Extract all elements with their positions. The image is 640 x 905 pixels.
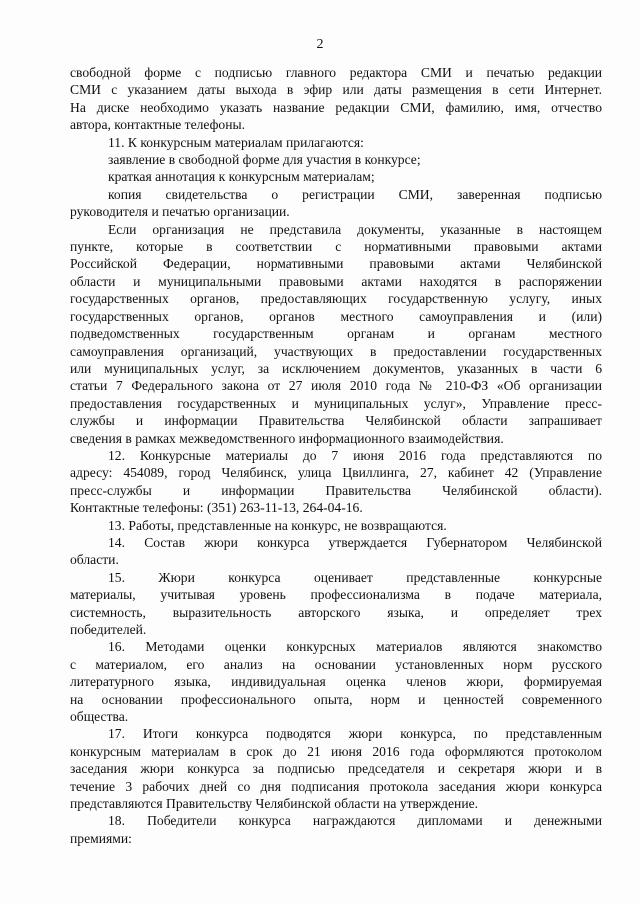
text-line: 13. Работы, представленные на конкурс, не возвращаются. [108,517,447,533]
text-line: 16. Методами оценки конкурсных материалов являются знакомство [108,639,602,655]
page-number: 2 [316,37,324,52]
text-line: пункте, которые в соответствии с нормативными правовыми актами [70,239,602,255]
text-line: на основании профессионального опыта, норм и ценностей современного [70,691,602,707]
text-line: общества. [70,709,129,725]
text-line: 17. Итоги конкурса подводятся жюри конкурса, по представленным [108,726,602,742]
text-line: материалы, учитывая уровень профессионализма в подаче материала, [70,587,602,603]
text-line: свободной форме с подписью главного редактора СМИ и печатью редакции [70,65,602,80]
text-line: 14. Состав жюри конкурса утверждается Губернатором Челябинской [108,534,602,550]
text-line: статьи 7 Федерального закона от 27 июля 2010 года № 210-ФЗ «Об организации [70,378,602,394]
text-line: системность, выразительность авторского языка, и определяет трех [70,604,602,620]
document-body [70,64,602,847]
text-line: представляются Правительству Челябинской области на утверждение. [70,796,479,812]
text-line: государственных органов, предоставляющих государственную услугу, иных [70,291,602,307]
text-line: самоуправления организаций, участвующих в предоставлении государственных [70,343,602,359]
text-line: СМИ с указанием даты выхода в эфир или даты размещения в сети Интернет. [70,82,602,98]
text-line: области. [70,552,119,568]
text-line: службы и информации Правительства Челябинской области запрашивает [70,413,602,429]
text-line: заседания жюри конкурса за подписью председателя и секретаря жюри и в [70,761,602,777]
text-line: премиями: [70,830,132,846]
text-line: конкурсным материалам в срок до 21 июня 2016 года оформляются протоколом [70,743,602,759]
text-line: Контактные телефоны: (351) 263-11-13, 264-04-16. [70,500,363,516]
text-line: заявление в свободной форме для участия в конкурсе; [108,152,421,168]
text-line: краткая аннотация к конкурсным материалам; [108,169,375,185]
text-line: с материалом, его анализ на основании установленных норм русского [70,656,602,672]
text-line: литературного языка, индивидуальная оценка членов жюри, формируемая [70,674,602,690]
text-line: победителей. [70,622,147,637]
text-line: 12. Конкурсные материалы до 7 июня 2016 года представляются по [108,447,602,463]
text-line: копия свидетельства о регистрации СМИ, заверенная подписью [108,186,602,202]
text-line: предоставления государственных и муниципальных услуг», Управление пресс- [70,395,602,411]
text-line: или муниципальных услуг, за исключением документов, указанных в части 6 [70,360,602,376]
text-line: пресс-службы и информации Правительства Челябинской области). [70,482,602,498]
text-line: адресу: 454089, город Челябинск, улица Цвиллинга, 27, кабинет 42 (Управление [70,465,602,481]
text-line: Российской Федерации, нормативными правовыми актами Челябинской [70,256,602,272]
text-line: сведения в рамках межведомственного информационного взаимодействия. [70,430,504,446]
text-line: подведомственных государственным органам и органам местного [70,326,602,342]
text-line: 11. К конкурсным материалам прилагаются: [108,134,364,150]
text-line: автора, контактные телефоны. [70,117,245,133]
text-line: течение 3 рабочих дней со дня подписания протокола заседания жюри конкурса [70,778,602,794]
text-line: руководителя и печатью организации. [70,204,290,220]
text-line: На диске необходимо указать название редакции СМИ, фамилию, имя, отчество [70,99,602,115]
text-line: 18. Победители конкурса награждаются дипломами и денежными [108,813,602,829]
text-line: 15. Жюри конкурса оценивает представленные конкурсные [108,569,602,585]
text-line: области и муниципальными правовыми актами находятся в распоряжении [70,273,602,289]
text-line: государственных органов, органов местного самоуправления и (или) [70,308,602,324]
text-line: Если организация не представила документы, указанные в настоящем [108,221,602,237]
